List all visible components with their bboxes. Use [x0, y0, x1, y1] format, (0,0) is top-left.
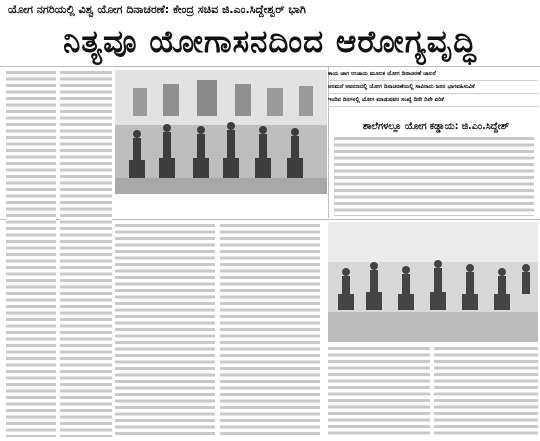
- list-item: ಇಂದಿನ ದಿನಗಳಲ್ಲಿ ಯೋಗ ಮಾಡುವವರ ಸಂಖ್ಯೆ ದಿನೇ ದಿನೇ ಏರಿಕೆ: [328, 94, 538, 107]
- article-body-column: [220, 223, 320, 437]
- crowd-yoga-photo: [328, 222, 538, 342]
- article-body-column: [115, 223, 215, 437]
- divider-rule: [0, 66, 540, 67]
- photo-caption: [115, 196, 327, 218]
- list-item: ಕಾಯ ಜಾಗ ಉಜಾಯ ಮೂಲಕ ಯೋಗ ದಿನಾಚರಣೆ ಚಾಲನೆ: [328, 68, 538, 81]
- article-body-column: [334, 136, 534, 216]
- yoga-event-photo: [115, 70, 327, 194]
- page-title: ನಿತ್ಯವೂ ಯೋಗಾಸನದಿಂದ ಆರೋಗ್ಯವೃದ್ಧಿ: [63, 24, 477, 60]
- article-body-column: [328, 346, 430, 437]
- article-body-column: [434, 346, 538, 437]
- section-subhead: ಶಾಲೆಗಳಲ್ಲೂ ಯೋಗ ಕಡ್ಡಾಯ: ಜಿ.ಎಂ.ಸಿದ್ದೇಶ್: [362, 121, 510, 132]
- article-body-column: [6, 70, 56, 437]
- kicker-line: ಯೋಗ ನಗರಿಯಲ್ಲಿ ವಿಶ್ವ ಯೋಗ ದಿನಾಚರಣೆ: ಕೇಂದ್ರ ಸಚಿವ ಜಿ.ಎಂ.ಸಿದ್ದೇಶ್ವರ್ ಭಾಗಿ: [8, 3, 306, 16]
- yoga-event-photo-graphic: [115, 70, 327, 194]
- crowd-yoga-photo-graphic: [328, 222, 538, 342]
- article-body-column: [60, 70, 112, 437]
- highlights-list: [328, 68, 538, 107]
- list-item: ಅರಮನೆ ಆವರಣದಲ್ಲಿ ಯೋಗ ದಿನಾಚರಣೆಯಲ್ಲಿ ಸಾವಿರಾರು ಜನರ ಭಾಗವಹಿಸುವಿಕೆ: [328, 81, 538, 94]
